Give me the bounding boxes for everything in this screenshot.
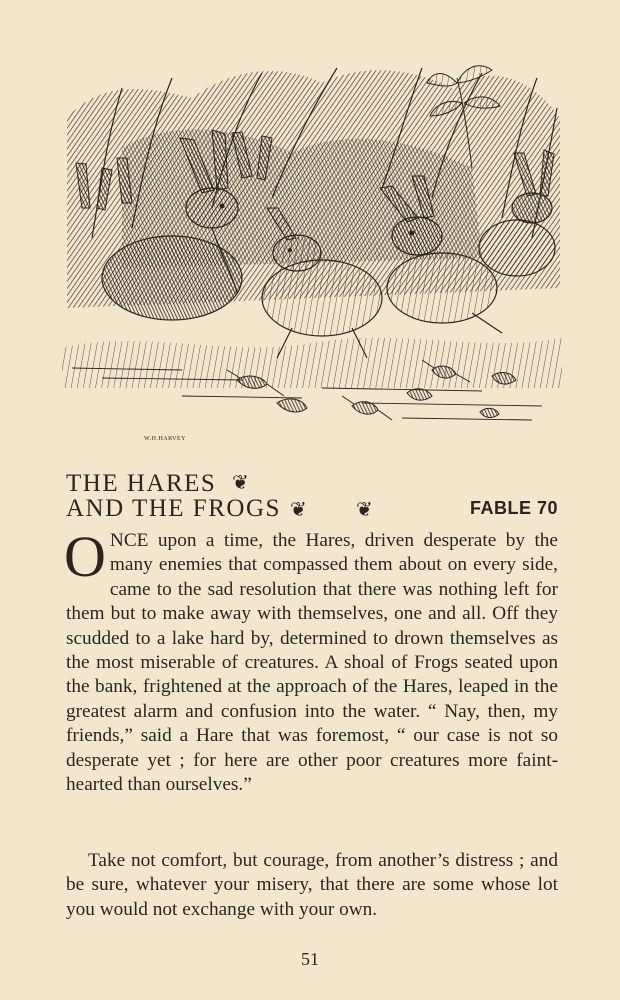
fable-number: FABLE 70 <box>469 498 558 518</box>
story-text: NCE upon a time, the Hares, driven desperate by the many enemies that compassed them about on every side, came to the sad resolution that there was nothing left for them but to make away with themselves, one and all. Off they scudded to a lake hard by, determined to drown themselves as the most miserable of creatures. A shoal of Frogs seated upon the bank, frightened at the approach of the Hares, leaped in the greatest alarm and confusion into the water. “ Nay, then, my friends,” said a Hare that was foremost, “ our case is not so desperate yet ; for here are other poor creatures more faint-hearted than ourselves.” <box>66 530 558 796</box>
drop-cap: O <box>64 524 106 589</box>
hares-and-frogs-engraving <box>62 58 562 446</box>
title-text-1: THE HARES <box>66 470 217 497</box>
moral-paragraph: Take not comfort, but courage, from another’s distress ; and be sure, whatever your misery, that there are some whose lot you would not exchange with your own. <box>66 850 558 920</box>
title-line-2 <box>66 495 281 523</box>
story-paragraph <box>64 524 558 797</box>
riverbank-ground <box>62 338 562 420</box>
fleuron-ornament-icon: ❦ <box>290 499 307 521</box>
fleuron-ornament-icon: ❦ <box>232 472 249 494</box>
fleuron-ornament-icon: ❦ <box>356 499 373 521</box>
page-number: 51 <box>301 949 319 969</box>
title-line-1 <box>66 470 216 498</box>
title-text-2: AND THE FROGS <box>66 495 281 522</box>
engraver-signature: W.H.HARVEY <box>144 436 186 442</box>
